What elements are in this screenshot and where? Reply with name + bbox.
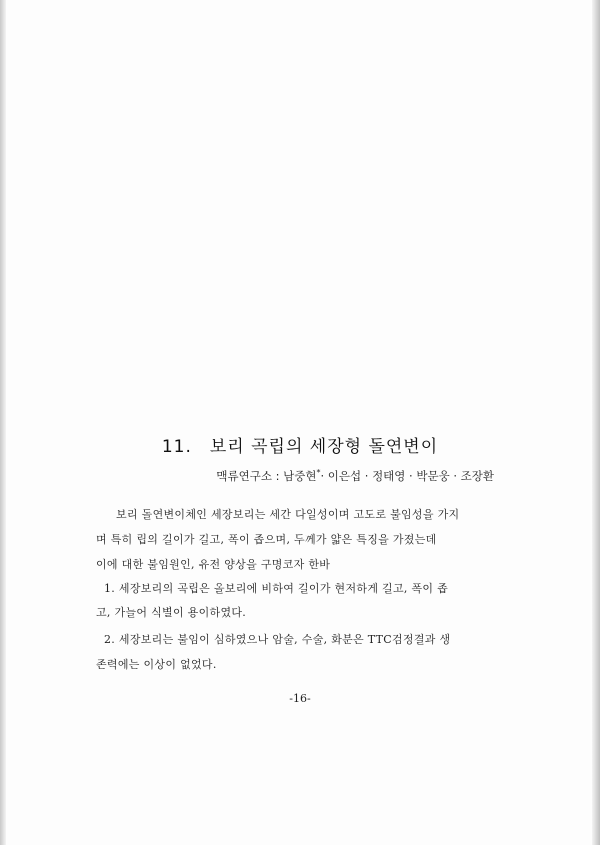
scan-edge-left <box>0 0 6 845</box>
section-title <box>0 432 600 457</box>
body-line: 이에 대한 불임원인, 유전 양상을 구명코자 한바 <box>96 558 331 571</box>
section-number: 11. <box>161 437 192 457</box>
body-line: 며 특히 립의 길이가 길고, 폭이 좁으며, 두께가 얇은 특징을 가졌는데 <box>96 533 437 546</box>
affiliation: 맥류연구소 : <box>216 469 280 483</box>
result-item-2: 2. 세장보리는 불임이 심하였으나 암술, 수술, 화분은 TTC검정결과 생 <box>104 633 451 646</box>
page-number: -16- <box>289 692 311 705</box>
body-line: 보리 돌연변이체인 세장보리는 세간 다일성이며 고도로 불임성을 가지 <box>116 508 460 521</box>
lead-author: 남중현 <box>283 469 317 483</box>
scan-edge-right <box>592 0 600 845</box>
author-line <box>216 468 494 484</box>
body-line: 고, 가늘어 식별이 용이하였다. <box>96 606 247 619</box>
co-authors: · 이은섭 · 정태영 · 박문웅 · 조장환 <box>320 469 494 483</box>
corresponding-mark: * <box>316 468 321 478</box>
result-item-1: 1. 세장보리의 곡립은 올보리에 비하여 길이가 현저하게 길고, 폭이 좁 <box>104 582 449 595</box>
section-title-text: 보리 곡립의 세장형 돌연변이 <box>209 437 439 457</box>
body-line: 존력에는 이상이 없었다. <box>96 658 217 671</box>
